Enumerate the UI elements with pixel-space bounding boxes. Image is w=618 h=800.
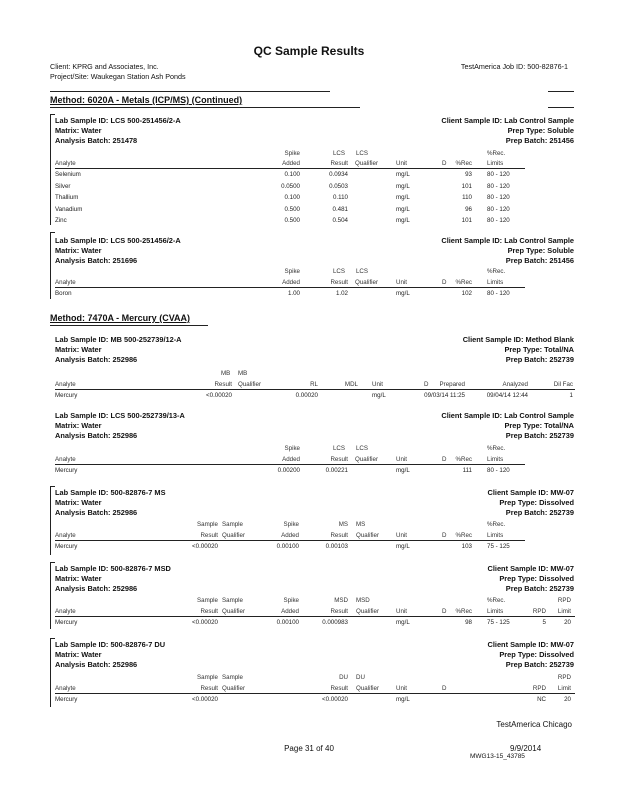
lab-sample-id: Lab Sample ID: 500-82876-7 MSD [55, 564, 171, 573]
result-cell-7: 80 - 120 [487, 182, 510, 190]
analysis-batch: Analysis Batch: 252986 [55, 584, 138, 593]
col-header-5: D [442, 279, 447, 286]
prep-type: Prep Type: Dissolved [499, 498, 574, 507]
col-header-1: Added [282, 279, 300, 286]
col-header-top-2: DU [339, 674, 348, 681]
result-cell-6: 111 [462, 467, 472, 474]
col-header-top-3: MSD [334, 597, 348, 604]
method-heading-6020a: Method: 6020A - Metals (ICP/MS) (Continued) [50, 95, 243, 105]
client-name: Client: KPRG and Associates, Inc. [50, 62, 159, 71]
result-cell-7: 80 - 120 [487, 290, 510, 297]
col-header-top-2: Spike [283, 521, 299, 528]
result-cell-3: <0.00020 [322, 696, 348, 703]
col-header-top-5: %Rec. [487, 521, 506, 528]
col-header-9: Limits [487, 532, 504, 539]
col-header-4: Result [330, 608, 348, 615]
col-header-top-6: RPD [557, 597, 571, 604]
page-title: QC Sample Results [253, 44, 365, 58]
result-cell-4: mg/L [396, 171, 410, 178]
col-header-0: Analyte [55, 279, 76, 286]
result-cell-6: 101 [461, 182, 472, 190]
prep-type: Prep Type: Dissolved [499, 650, 574, 659]
result-cell-8: 20 [564, 696, 571, 703]
col-header-1: Result [200, 532, 218, 539]
prep-batch: Prep Batch: 252739 [505, 431, 574, 440]
result-cell-8: 98 [465, 619, 472, 626]
col-header-top-4: MS [356, 521, 366, 528]
client-sample-id: Client Sample ID: MW-07 [487, 488, 574, 497]
lab-sample-id: Lab Sample ID: LCS 500-251456/2-A [55, 116, 181, 125]
client-sample-id: Client Sample ID: Lab Control Sample [441, 236, 574, 245]
method-heading-7470a: Method: 7470A - Mercury (CVAA) [50, 313, 191, 323]
result-cell-4: mg/L [396, 182, 410, 190]
col-header-3: Qualifier [355, 279, 379, 286]
header-underline [55, 287, 525, 288]
col-header-1: Added [282, 160, 300, 167]
col-header-7: D [442, 532, 447, 539]
col-header-0: Analyte [55, 608, 76, 615]
report-date: 9/9/2014 [510, 744, 542, 753]
col-header-top-2: LCS [355, 150, 368, 157]
col-header-3: Added [281, 532, 299, 539]
col-header-4: Unit [396, 279, 408, 286]
header-underline [55, 540, 525, 541]
header-rule-right [548, 91, 574, 92]
col-header-10: RPD [532, 608, 546, 615]
result-cell-7: 80 - 120 [487, 205, 510, 213]
col-header-6: Unit [396, 532, 408, 539]
result-cell-0: Silver [55, 182, 71, 190]
result-cell-0: Thallium [55, 194, 79, 201]
result-cell-0: Mercury [55, 543, 78, 550]
lab-sample-id: Lab Sample ID: MB 500-252739/12-A [55, 335, 182, 344]
col-header-top-1: Sample [222, 597, 243, 604]
col-header-4: Unit [396, 160, 408, 167]
col-header-top-2: LCS [355, 268, 368, 275]
col-header-5: Unit [396, 685, 408, 692]
result-cell-8: 103 [461, 543, 472, 550]
header-rule [50, 91, 330, 92]
matrix: Matrix: Water [55, 498, 102, 507]
col-header-8: %Rec [455, 608, 472, 615]
result-cell-1: 0.0500 [281, 182, 300, 190]
result-cell-1: 1.00 [287, 290, 300, 297]
col-header-11: Limit [557, 608, 571, 615]
col-header-8: Limit [557, 685, 571, 692]
method-rule [50, 107, 360, 108]
result-cell-2: 0.00221 [325, 467, 348, 474]
header-underline [55, 464, 525, 465]
result-cell-2: 1.02 [335, 290, 348, 297]
result-cell-6: 96 [465, 205, 472, 213]
method-rule [50, 325, 208, 326]
col-header-5: Qualifier [356, 608, 380, 615]
col-header-top-3: DU [356, 674, 365, 681]
col-header-2: Result [330, 279, 348, 286]
col-header-6: Unit [396, 608, 408, 615]
analysis-batch: Analysis Batch: 252986 [55, 355, 138, 364]
prep-batch: Prep Batch: 252739 [505, 355, 574, 364]
analysis-batch: Analysis Batch: 252986 [55, 660, 138, 669]
col-header-6: %Rec [455, 279, 472, 286]
col-header-5: D [442, 456, 447, 463]
client-sample-id: Client Sample ID: Lab Control Sample [441, 411, 574, 420]
col-header-2: Qualifier [222, 532, 246, 539]
result-cell-4: mg/L [396, 217, 410, 224]
result-cell-5: mg/L [372, 392, 386, 399]
col-header-top-5: %Rec. [487, 597, 506, 604]
col-header-2: Qualifier [238, 381, 262, 388]
client-sample-id: Client Sample ID: MW-07 [487, 564, 574, 573]
result-cell-6: 93 [465, 171, 472, 178]
result-cell-1: 0.100 [284, 194, 300, 201]
result-cell-11: 20 [564, 619, 571, 626]
col-header-top-3: %Rec. [487, 150, 506, 157]
col-header-0: Analyte [55, 381, 76, 388]
result-cell-10: 5 [542, 619, 546, 626]
page-number: Page 31 of 40 [284, 744, 334, 753]
prep-batch: Prep Batch: 252739 [505, 508, 574, 517]
result-cell-3: 0.00100 [276, 619, 299, 626]
col-header-0: Analyte [55, 685, 76, 692]
col-header-top-1: LCS [332, 268, 345, 275]
result-cell-4: 0.000983 [322, 619, 348, 626]
col-header-7: Limits [487, 279, 504, 286]
lab-sample-id: Lab Sample ID: 500-82876-7 MS [55, 488, 166, 497]
matrix: Matrix: Water [55, 650, 102, 659]
col-header-top-0: Sample [197, 521, 218, 528]
lab-sample-id: Lab Sample ID: LCS 500-251456/2-A [55, 236, 181, 245]
col-header-6: D [424, 381, 429, 388]
col-header-4: Result [330, 532, 348, 539]
matrix: Matrix: Water [55, 246, 102, 255]
client-sample-id: Client Sample ID: Lab Control Sample [441, 116, 574, 125]
method-rule-right [548, 107, 574, 108]
col-header-3: Result [330, 685, 348, 692]
result-cell-0: Vanadium [55, 205, 83, 213]
col-header-1: Added [282, 456, 300, 463]
col-header-1: Result [200, 608, 218, 615]
col-header-top-1: LCS [332, 150, 345, 157]
result-cell-2: 0.0934 [329, 171, 348, 178]
result-cell-7: 80 - 120 [487, 467, 510, 474]
col-header-top-0: Spike [284, 150, 300, 157]
result-cell-3: 0.00020 [295, 392, 318, 399]
prep-batch: Prep Batch: 251456 [505, 136, 574, 145]
col-header-top-4: RPD [557, 674, 571, 681]
result-cell-2: 0.481 [332, 205, 348, 213]
prep-type: Prep Type: Total/NA [504, 421, 574, 430]
col-header-8: %Rec [455, 532, 472, 539]
result-cell-5: mg/L [396, 696, 410, 703]
result-cell-0: Mercury [55, 619, 78, 626]
result-cell-6: 110 [462, 194, 472, 201]
col-header-1: Result [200, 685, 218, 692]
result-cell-9: 1 [569, 392, 573, 399]
col-header-0: Analyte [55, 456, 76, 463]
col-header-5: D [442, 160, 447, 167]
result-cell-9: 75 - 125 [487, 543, 510, 550]
lab-sample-id: Lab Sample ID: 500-82876-7 DU [55, 640, 166, 649]
col-header-top-1: Sample [222, 674, 243, 681]
col-header-9: Limits [487, 608, 504, 615]
header-underline [55, 616, 575, 617]
col-header-top-2: Spike [283, 597, 299, 604]
col-header-top-4: MSD [356, 597, 370, 604]
job-id: TestAmerica Job ID: 500-82876-1 [460, 62, 568, 71]
col-header-7: D [442, 608, 447, 615]
col-header-6: D [442, 685, 447, 692]
prep-type: Prep Type: Total/NA [504, 345, 574, 354]
result-cell-7: 80 - 120 [487, 217, 510, 224]
matrix: Matrix: Water [55, 126, 102, 135]
analysis-batch: Analysis Batch: 252986 [55, 431, 138, 440]
result-cell-6: 102 [461, 290, 472, 297]
matrix: Matrix: Water [55, 345, 102, 354]
result-cell-1: 0.100 [284, 171, 300, 178]
col-header-7: RPD [532, 685, 546, 692]
col-header-top-0: Spike [284, 268, 300, 275]
result-cell-1: <0.00020 [192, 543, 218, 550]
result-cell-1: <0.00020 [192, 696, 218, 703]
col-header-top-1: Sample [222, 521, 243, 528]
header-underline [55, 389, 575, 390]
result-cell-1: <0.00020 [192, 619, 218, 626]
result-cell-0: Mercury [55, 696, 78, 703]
col-header-0: Analyte [55, 532, 76, 539]
prep-batch: Prep Batch: 252739 [505, 660, 574, 669]
col-header-4: Unit [396, 456, 408, 463]
result-cell-4: mg/L [396, 205, 410, 213]
result-cell-6: mg/L [396, 619, 410, 626]
result-cell-2: 0.0503 [329, 182, 348, 190]
result-cell-0: Boron [55, 290, 72, 297]
result-cell-2: 0.110 [332, 194, 348, 201]
prep-type: Prep Type: Soluble [507, 246, 574, 255]
prep-type: Prep Type: Dissolved [499, 574, 574, 583]
result-cell-7: 80 - 120 [487, 171, 510, 178]
prep-type: Prep Type: Soluble [507, 126, 574, 135]
lab-sample-id: Lab Sample ID: LCS 500-252739/13-A [55, 411, 185, 420]
col-header-2: Result [330, 160, 348, 167]
col-header-4: Qualifier [356, 685, 380, 692]
header-underline [55, 168, 525, 169]
result-cell-3: 0.00100 [276, 543, 299, 550]
col-header-4: MDL [344, 381, 358, 388]
col-header-top-0: Spike [284, 445, 300, 452]
col-header-top-3: MS [338, 521, 348, 528]
col-header-7: Limits [487, 456, 504, 463]
col-header-5: Qualifier [356, 532, 380, 539]
header-underline [55, 693, 575, 694]
matrix: Matrix: Water [55, 421, 102, 430]
result-cell-7: NC [537, 696, 546, 703]
col-header-top-0: Sample [197, 674, 218, 681]
lab-name: TestAmerica Chicago [496, 720, 572, 729]
col-header-5: Unit [372, 381, 384, 388]
col-header-0: Analyte [55, 160, 76, 167]
result-cell-1: <0.00020 [206, 392, 232, 399]
result-cell-2: 0.504 [332, 217, 348, 224]
result-cell-0: Mercury [55, 392, 78, 399]
col-header-top-3: %Rec. [487, 268, 506, 275]
project-site: Project/Site: Waukegan Station Ash Ponds [50, 72, 186, 81]
col-header-7: Prepared [439, 381, 465, 388]
client-sample-id: Client Sample ID: Method Blank [462, 335, 574, 344]
result-cell-0: Selenium [55, 171, 81, 178]
col-header-3: RL [310, 381, 318, 388]
result-cell-4: mg/L [396, 194, 410, 201]
matrix: Matrix: Water [55, 574, 102, 583]
col-header-1: Result [214, 381, 232, 388]
prep-batch: Prep Batch: 252739 [505, 584, 574, 593]
result-cell-6: 101 [461, 217, 472, 224]
result-cell-8: 09/04/14 12:44 [486, 392, 528, 399]
document-code: MWG13-15_43785 [470, 753, 525, 760]
result-cell-4: 0.00103 [325, 543, 348, 550]
analysis-batch: Analysis Batch: 251696 [55, 256, 138, 265]
col-header-top-2: LCS [355, 445, 368, 452]
col-header-6: %Rec [455, 160, 472, 167]
col-header-7: Limits [487, 160, 504, 167]
col-header-top-3: %Rec. [487, 445, 506, 452]
result-cell-7: 80 - 120 [487, 194, 510, 201]
col-header-2: Result [330, 456, 348, 463]
result-cell-4: mg/L [396, 467, 410, 474]
analysis-batch: Analysis Batch: 252986 [55, 508, 138, 517]
col-header-9: Dil Fac [553, 381, 573, 388]
col-header-3: Qualifier [355, 456, 379, 463]
col-header-6: %Rec [455, 456, 472, 463]
result-cell-0: Mercury [55, 467, 78, 474]
col-header-8: Analyzed [502, 381, 528, 388]
col-header-3: Added [281, 608, 299, 615]
result-cell-6: mg/L [396, 543, 410, 550]
analysis-batch: Analysis Batch: 251478 [55, 136, 138, 145]
col-header-2: Qualifier [222, 685, 246, 692]
result-cell-9: 75 - 125 [487, 619, 510, 626]
result-cell-1: 0.500 [284, 205, 300, 213]
result-cell-4: mg/L [396, 290, 410, 297]
client-sample-id: Client Sample ID: MW-07 [487, 640, 574, 649]
col-header-top-0: MB [221, 370, 231, 377]
col-header-top-1: LCS [332, 445, 345, 452]
result-cell-1: 0.00200 [277, 467, 300, 474]
result-cell-0: Zinc [55, 217, 67, 224]
col-header-top-0: Sample [197, 597, 218, 604]
result-cell-1: 0.500 [284, 217, 300, 224]
prep-batch: Prep Batch: 251456 [505, 256, 574, 265]
col-header-3: Qualifier [355, 160, 379, 167]
col-header-top-1: MB [238, 370, 248, 377]
result-cell-7: 09/03/14 11:25 [424, 392, 465, 399]
col-header-2: Qualifier [222, 608, 246, 615]
